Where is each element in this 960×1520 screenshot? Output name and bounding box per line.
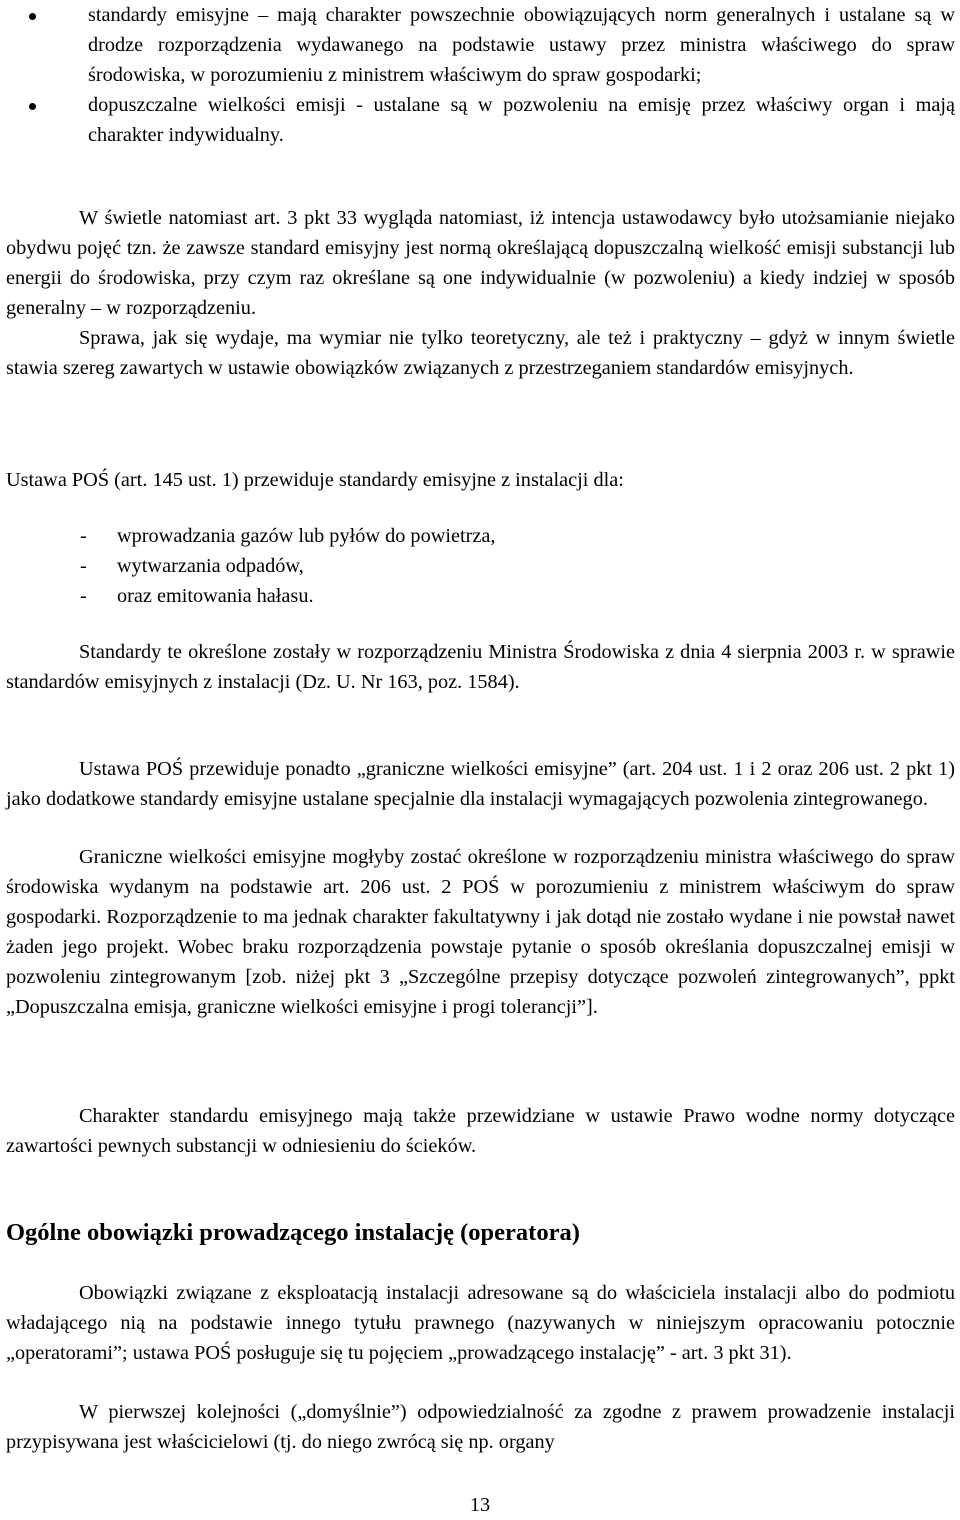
paragraph-optional-regulation: Graniczne wielkości emisyjne mogłyby zostać określone w rozporządzeniu ministra właściwego do spraw środowiska wydanym na podstawie art. 206 ust. 2 POŚ w porozumieniu z ministrem właściwym do spraw gospodarki. Rozporządzenie to ma jednak charakter fakultatywny i jak dotąd nie zostało wydane i nie powstał nawet żaden jego projekt. Wobec braku rozporządzenia powstaje pytanie o sposób określania dopuszczalnej emisji w pozwoleniu zintegrowanym [zob. niżej pkt 3 „Szczególne przepisy dotyczące pozwoleń zintegrowanych”, ppkt „Dopuszczalna emisja, graniczne wielkości emisyjne i progi tolerancji”].: [6, 846, 955, 1018]
bullet-item-standards: [0, 0, 955, 90]
dash-marker: -: [80, 555, 87, 577]
dash-marker: -: [80, 585, 87, 607]
section-heading: Ogólne obowiązki prowadzącego instalację (operatora): [6, 1219, 580, 1246]
dash-list: [0, 521, 960, 611]
dash-marker: -: [80, 525, 87, 547]
bullet-text: standardy emisyjne – mają charakter powszechnie obowiązujących norm generalnych i ustalane są w drodze rozporządzenia wydawanego na podstawie ustawy przez ministra właściwego do spraw środowiska, w porozumieniu z ministrem właściwym do spraw gospodarki;: [88, 4, 955, 86]
paragraph-water-law: Charakter standardu emisyjnego mają także przewidziane w ustawie Prawo wodne normy dotyczące zawartości pewnych substancji w odniesieniu do ścieków.: [6, 1105, 955, 1157]
dash-item-air: [0, 521, 960, 551]
paragraph-limit-values: Ustawa POŚ przewiduje ponadto „graniczne wielkości emisyjne” (art. 204 ust. 1 i 2 oraz 206 ust. 2 pkt 1) jako dodatkowe standardy emisyjne ustalane specjalnie dla instalacji wymagających pozwolenia zintegrowanego.: [6, 758, 955, 810]
bullet-icon: [29, 103, 36, 110]
paragraph-art3-interpretation: W świetle natomiast art. 3 pkt 33 wygląda natomiast, iż intencja ustawodawcy było utożsamianie niejako obydwu pojęć tzn. że zawsze standard emisyjny jest normą określającą dopuszczalną wielkość emisji substancji lub energii do środowiska, przy czym raz określane są one indywidualnie (w pozwoleniu) a kiedy indziej w sposób generalny – w rozporządzeniu.: [6, 207, 955, 319]
dash-item-text: oraz emitowania hałasu.: [117, 585, 314, 607]
paragraph-operators: Obowiązki związane z eksploatacją instalacji adresowane są do właściciela instalacji albo do podmiotu władającego nią na podstawie innego tytułu prawnego (nazywanych w niniejszym opracowaniu potocznie „operatorami”; ustawa POŚ posługuje się tu pojęciem „prowadzącego instalację” - art. 3 pkt 31).: [6, 1282, 955, 1364]
bullet-item-emission-limits: [0, 90, 955, 150]
dash-item-waste: [0, 551, 960, 581]
dash-item-noise: [0, 581, 960, 611]
paragraph-owner-liability: W pierwszej kolejności („domyślnie”) odpowiedzialność za zgodne z prawem prowadzenie instalacji przypisywana jest właścicielowi (tj. do niego zwrócą się np. organy: [6, 1401, 955, 1453]
bullet-icon: [29, 13, 36, 20]
bullet-text: dopuszczalne wielkości emisji - ustalane są w pozwoleniu na emisję przez właściwy organ i mają charakter indywidualny.: [88, 94, 955, 146]
dash-item-text: wytwarzania odpadów,: [117, 555, 304, 577]
paragraph-art145-intro: Ustawa POŚ (art. 145 ust. 1) przewiduje standardy emisyjne z instalacji dla:: [6, 469, 624, 491]
dash-item-text: wprowadzania gazów lub pyłów do powietrza,: [117, 525, 496, 547]
page-number: 13: [469, 1494, 491, 1516]
paragraph-regulation-2003: Standardy te określone zostały w rozporządzeniu Ministra Środowiska z dnia 4 sierpnia 2003 r. w sprawie standardów emisyjnych z instalacji (Dz. U. Nr 163, poz. 1584).: [6, 641, 955, 693]
paragraph-practical-dimension: Sprawa, jak się wydaje, ma wymiar nie tylko teoretyczny, ale też i praktyczny – gdyż w innym świetle stawia szereg zawartych w ustawie obowiązków związanych z przestrzeganiem standardów emisyjnych.: [6, 327, 955, 379]
bullet-list: [0, 0, 960, 150]
